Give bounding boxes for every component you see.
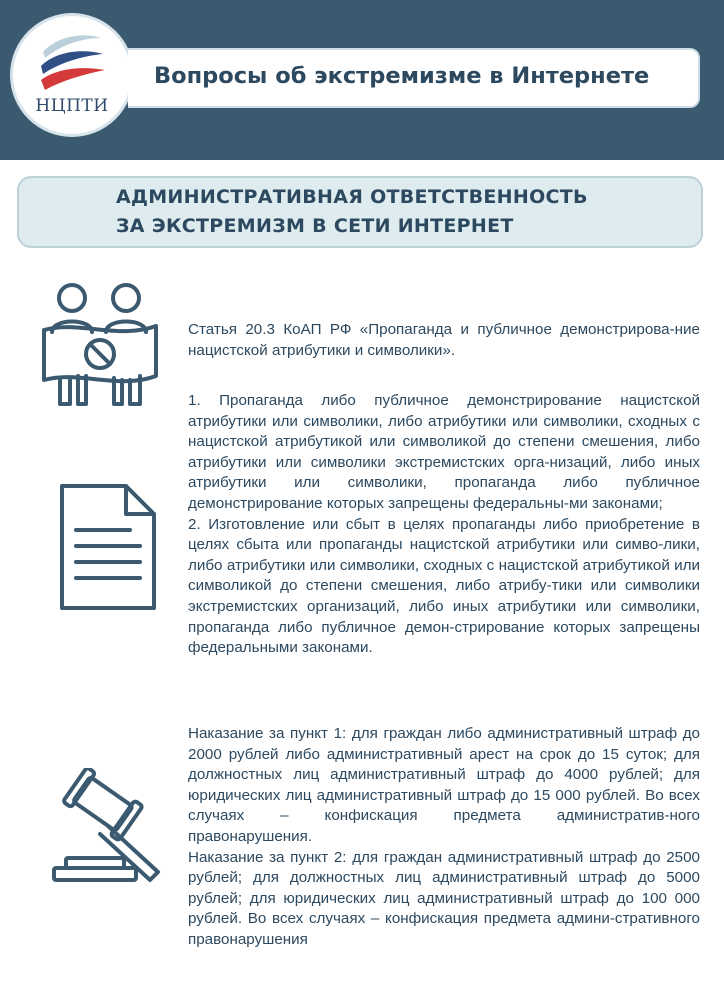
header-banner — [0, 0, 724, 160]
logo — [13, 16, 131, 134]
penalty-point-1: Наказание за пункт 1: для граждан либо административный штраф до 2000 рублей либо административный арест на срок до 15 суток; для должностных лиц административный штраф до 4000 рублей; для юридических лиц административный штраф до 15 000 рублей. Во всех случаях – конфискация предмета административ-ного правонарушения. — [188, 725, 700, 845]
logo-swoosh-icon — [35, 30, 109, 94]
section-heading-box — [17, 176, 703, 248]
section-title — [116, 183, 588, 241]
logo-text: НЦПТИ — [35, 96, 109, 116]
penalties-block — [188, 724, 700, 951]
article-points — [188, 391, 700, 659]
gavel-icon — [48, 768, 172, 884]
document-icon — [58, 482, 158, 612]
article-point-2: 2. Изготовление или сбыт в целях пропаганды либо приобретение в целях сбыта или пропаганды нацистской атрибутики или симво-лики, либо атрибутики или символики, сходных с нацистской атрибутикой или символикой до степени смешения, либо атрибу-тики или символики экстремистских организаций, либо иных атрибутики или символики, пропаганда либо публичное демон-стрирование которых запрещены федеральными законами. — [188, 515, 700, 657]
penalty-point-2: Наказание за пункт 2: для граждан административный штраф до 2500 рублей; для должностных лиц административный штраф до 5000 рублей; для юридических лиц административный штраф до 100 000 рублей. Во всех случаях – конфискация предмета админи-стративного правонарушения — [188, 848, 700, 948]
section-title-line-2: ЗА ЭКСТРЕМИЗМ В СЕТИ ИНТЕРНЕТ — [116, 215, 514, 237]
section-title-line-1: АДМИНИСТРАТИВНАЯ ОТВЕТСТВЕННОСТЬ — [116, 186, 588, 208]
page-title: Вопросы об экстремизме в Интернете — [154, 63, 650, 89]
article-intro — [188, 320, 700, 361]
header-title-bar — [128, 48, 700, 108]
article-point-1: 1. Пропаганда либо публичное демонстрирование нацистской атрибутики или символики, либо атрибутики или символики, сходных с нацистской атрибутикой или символикой до степени смешения, либо атрибутики или символики экстремистских орга-низаций, либо иных атрибутики или символики, пропаганда либо публичное демонстрирование которых запрещены федеральны-ми законами; — [188, 392, 700, 512]
article-intro-text: Статья 20.3 КоАП РФ «Пропаганда и публичное демонстрирова-ние нацистской атрибутики и символики». — [188, 321, 700, 359]
protest-people-icon — [38, 280, 162, 408]
